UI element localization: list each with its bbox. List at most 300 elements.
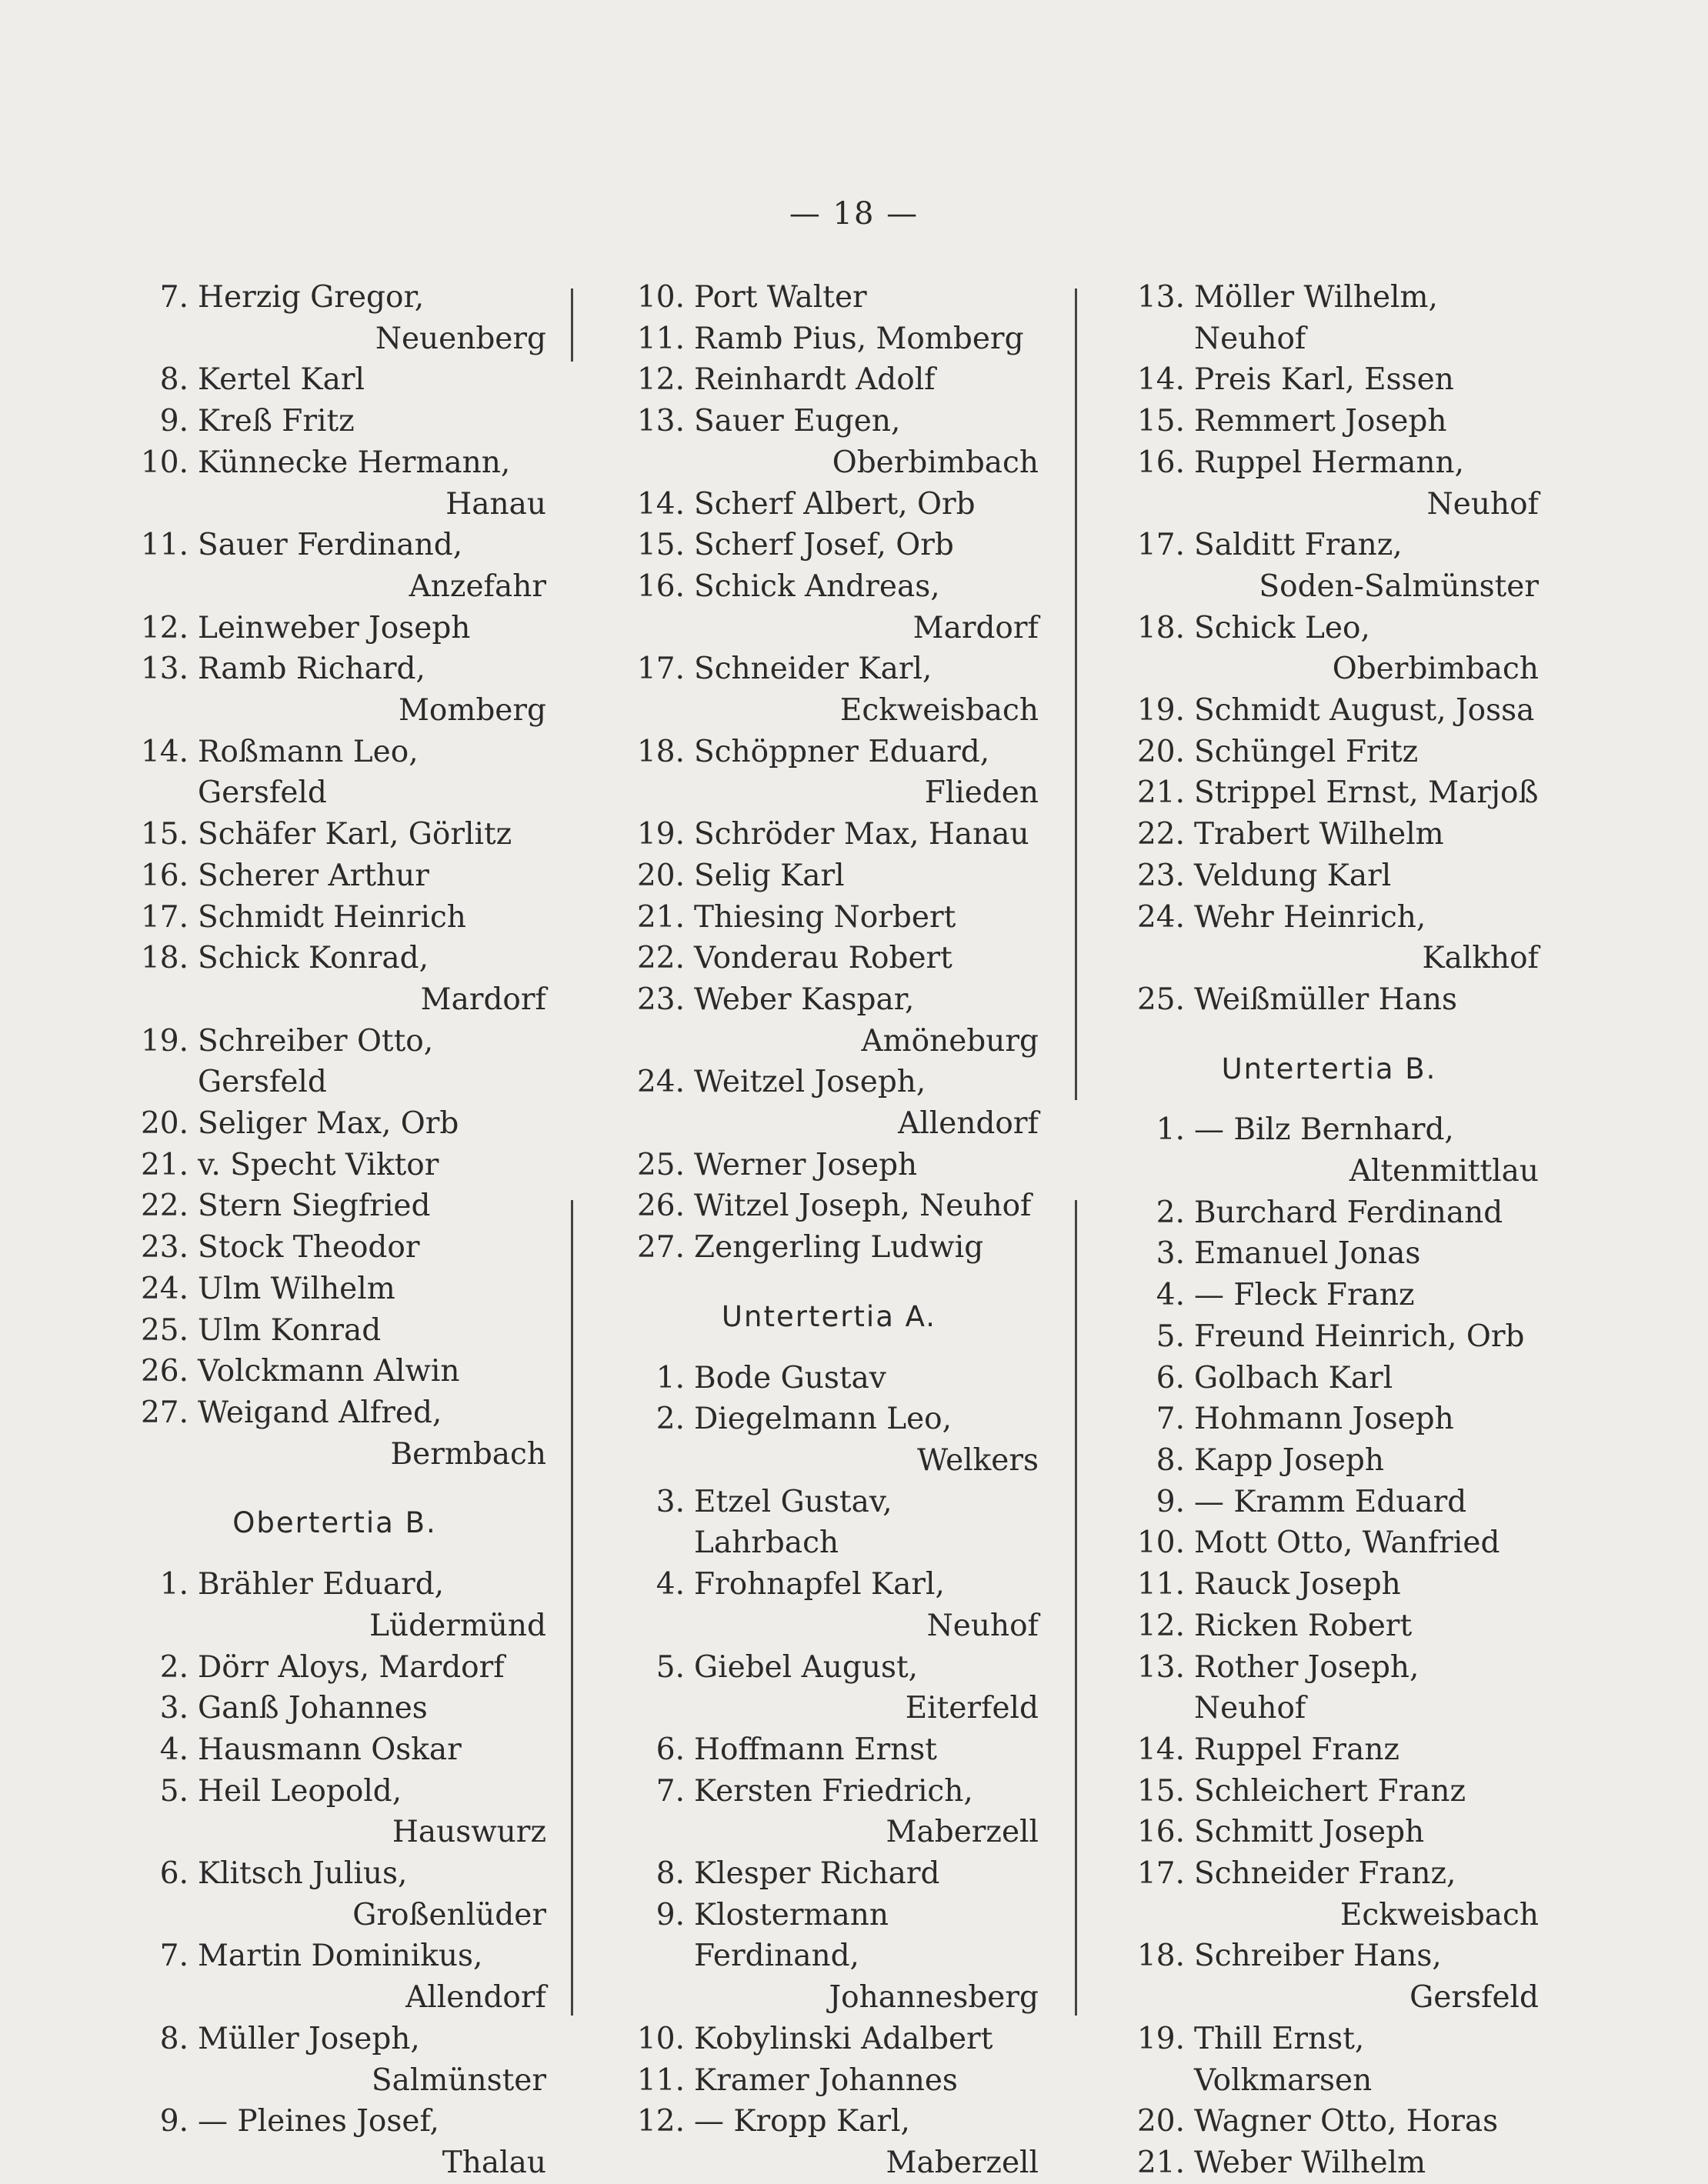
- student-name: Roßmann Leo, Gersfeld: [198, 734, 419, 811]
- student-name: Thiesing Norbert: [694, 899, 956, 935]
- entry-number: 21.: [1136, 775, 1185, 811]
- entry-body: [694, 1185, 1039, 1227]
- student-entry: [619, 938, 1039, 979]
- entry-body: [694, 318, 1039, 360]
- entry-number: 7.: [656, 1773, 685, 1809]
- entry-number: 5.: [159, 1773, 188, 1809]
- entry-number: 2.: [159, 1649, 188, 1685]
- student-name: — Bilz Bernhard,: [1194, 1112, 1454, 1148]
- entry-number: 9.: [159, 2104, 188, 2139]
- student-entry: [619, 897, 1039, 939]
- student-name: Ulm Wilhelm: [198, 1271, 395, 1306]
- entry-body: [694, 1771, 1039, 1853]
- student-entry: [1119, 1482, 1539, 1523]
- entry-number: 20.: [140, 1106, 188, 1142]
- entry-body: [198, 649, 546, 731]
- entry-body: [198, 1688, 546, 1729]
- student-name: Port Walter: [694, 280, 867, 315]
- student-name: Stern Siegfried: [198, 1189, 431, 1224]
- student-entry: [123, 2019, 546, 2101]
- student-entry: [619, 732, 1039, 814]
- entry-body: [198, 2101, 546, 2183]
- entry-body: [694, 401, 1039, 483]
- student-name: Schüngel Fritz: [1194, 734, 1419, 769]
- entry-number: 19.: [1136, 693, 1185, 729]
- student-entry: [619, 2060, 1039, 2102]
- entry-number: 18.: [636, 734, 685, 769]
- entry-body: [1194, 401, 1539, 442]
- entry-number: 8.: [1156, 1442, 1185, 1478]
- entry-body: [694, 1399, 1039, 1481]
- entry-body: [198, 359, 546, 401]
- student-entry: [1119, 690, 1539, 732]
- student-place: Allendorf: [405, 1980, 546, 2016]
- student-entry: [123, 1269, 546, 1310]
- student-name: Scherer Arthur: [198, 858, 429, 893]
- entry-number: 15.: [1136, 404, 1185, 439]
- student-name: Hohmann Joseph: [1194, 1402, 1454, 1437]
- entry-number: 10.: [636, 280, 685, 315]
- student-name: Zengerling Ludwig: [694, 1230, 984, 1265]
- entry-body: [1194, 1522, 1539, 1564]
- entry-body: [1194, 359, 1539, 401]
- entry-body: [198, 1351, 546, 1392]
- student-place: Flieden: [924, 775, 1039, 811]
- entry-body: [1194, 442, 1539, 525]
- student-name: Weißmüller Hans: [1194, 982, 1458, 1017]
- entry-number: 1.: [656, 1360, 685, 1395]
- student-name: Salditt Franz,: [1194, 528, 1403, 563]
- student-entry: [619, 979, 1039, 1062]
- student-name: Dörr Aloys, Mardorf: [198, 1649, 505, 1685]
- entry-number: 22.: [636, 941, 685, 976]
- column-rule-left: [571, 288, 573, 362]
- student-entry: [1119, 1771, 1539, 1812]
- entry-body: [198, 525, 546, 607]
- student-name: Ruppel Hermann,: [1194, 445, 1464, 480]
- student-name: Kertel Karl: [198, 362, 365, 398]
- entry-body: [1194, 1936, 1539, 2018]
- student-name: Heil Leopold,: [198, 1773, 402, 1809]
- student-entry: [123, 1936, 546, 2018]
- student-name: Kobylinski Adalbert: [694, 2021, 993, 2056]
- student-name: Rauck Joseph: [1194, 1567, 1401, 1602]
- entry-number: 10.: [1136, 1525, 1185, 1561]
- entry-number: 22.: [140, 1189, 188, 1224]
- entry-number: 24.: [636, 1065, 685, 1100]
- entry-number: 6.: [1156, 1360, 1185, 1395]
- entry-body: [694, 1895, 1039, 2019]
- entry-number: 8.: [656, 1856, 685, 1892]
- entry-body: [1194, 1440, 1539, 1482]
- student-name: Reinhardt Adolf: [694, 362, 936, 398]
- entry-number: 11.: [1136, 1567, 1185, 1602]
- entry-number: 11.: [636, 321, 685, 356]
- student-name: v. Specht Viktor: [198, 1147, 439, 1182]
- entry-number: 16.: [140, 858, 188, 893]
- student-place: Soden-Salmünster: [1259, 569, 1539, 604]
- student-name: Schneider Karl,: [694, 652, 932, 687]
- entry-body: [198, 2019, 546, 2101]
- page-number: — 18 —: [789, 196, 919, 232]
- student-entry: [123, 1021, 546, 1103]
- entry-number: 21.: [1136, 2145, 1185, 2180]
- student-entry: [123, 1185, 546, 1227]
- student-entry: [123, 1853, 546, 1936]
- column-3: [1119, 277, 1539, 2184]
- entry-body: [1194, 2101, 1539, 2142]
- entry-number: 2.: [656, 1402, 685, 1437]
- student-entry: [123, 1392, 546, 1475]
- entry-body: [694, 2101, 1039, 2183]
- entry-number: 12.: [1136, 1608, 1185, 1643]
- student-entry: [619, 525, 1039, 566]
- entry-number: 3.: [159, 1691, 188, 1726]
- entry-body: [198, 1185, 546, 1227]
- entry-number: 2.: [1156, 1195, 1185, 1230]
- column-rule-right: [1075, 288, 1077, 1100]
- student-entry: [123, 732, 546, 814]
- entry-number: 24.: [140, 1271, 188, 1306]
- entry-body: [198, 608, 546, 649]
- entry-number: 12.: [140, 610, 188, 645]
- student-entry: [619, 1564, 1039, 1646]
- entry-body: [1194, 1192, 1539, 1234]
- entry-number: 8.: [159, 2021, 188, 2056]
- student-place: Bermbach: [390, 1436, 546, 1472]
- student-entry: [123, 1227, 546, 1269]
- student-entry: [123, 1688, 546, 1729]
- student-name: Sauer Ferdinand,: [198, 528, 463, 563]
- student-entry: [123, 1771, 546, 1853]
- entry-number: 13.: [1136, 1649, 1185, 1685]
- student-entry: [1119, 2019, 1539, 2101]
- student-name: Schmidt August, Jossa: [1194, 693, 1535, 729]
- student-entry: [619, 318, 1039, 360]
- student-name: — Kramm Eduard: [1194, 1484, 1467, 1519]
- student-entry: [619, 1227, 1039, 1269]
- student-name: Seliger Max, Orb: [198, 1106, 459, 1142]
- student-name: Weber Wilhelm: [1194, 2145, 1426, 2180]
- student-place: Thalau: [442, 2145, 546, 2180]
- student-entry: [619, 855, 1039, 897]
- student-entry: [123, 277, 546, 359]
- entry-body: [1194, 855, 1539, 897]
- student-name: Frohnapfel Karl,: [694, 1567, 945, 1602]
- student-place: Oberbimbach: [1332, 652, 1539, 687]
- entry-number: 4.: [159, 1732, 188, 1767]
- student-name: Schleichert Franz: [1194, 1773, 1466, 1809]
- entry-body: [694, 566, 1039, 649]
- column-rule-left: [571, 1200, 573, 2016]
- student-name: Trabert Wilhelm: [1194, 817, 1444, 852]
- entry-body: [198, 1564, 546, 1646]
- student-name: Mott Otto, Wanfried: [1194, 1525, 1500, 1561]
- student-name: Stock Theodor: [198, 1230, 420, 1265]
- entry-number: 4.: [656, 1567, 685, 1602]
- entry-number: 3.: [1156, 1236, 1185, 1272]
- student-entry: [123, 897, 546, 939]
- entry-body: [1194, 814, 1539, 855]
- entry-number: 17.: [636, 652, 685, 687]
- student-place: Maberzell: [886, 2145, 1039, 2180]
- student-name: Schick Konrad,: [198, 941, 429, 976]
- student-name: Etzel Gustav, Lahrbach: [694, 1484, 892, 1561]
- student-place: Neuhof: [1426, 486, 1539, 522]
- entry-number: 10.: [636, 2021, 685, 2056]
- student-entry: [123, 855, 546, 897]
- student-place: Amöneburg: [861, 1023, 1039, 1059]
- entry-number: 22.: [1136, 817, 1185, 852]
- entry-body: [694, 1853, 1039, 1895]
- student-entry: [1119, 608, 1539, 690]
- entry-number: 18.: [140, 941, 188, 976]
- student-entry: [1119, 2142, 1539, 2184]
- student-name: Rother Joseph, Neuhof: [1194, 1649, 1419, 1726]
- student-name: Burchard Ferdinand: [1194, 1195, 1503, 1230]
- entry-body: [694, 359, 1039, 401]
- student-name: Leinweber Joseph: [198, 610, 471, 645]
- entry-number: 25.: [1136, 982, 1185, 1017]
- entry-number: 17.: [140, 899, 188, 935]
- student-name: Weigand Alfred,: [198, 1395, 442, 1430]
- entry-body: [694, 814, 1039, 855]
- student-entry: [1119, 1647, 1539, 1729]
- student-entry: [123, 525, 546, 607]
- student-name: Schick Leo,: [1194, 610, 1370, 645]
- student-entry: [619, 1729, 1039, 1771]
- entry-body: [1194, 1275, 1539, 1316]
- entry-number: 1.: [159, 1567, 188, 1602]
- student-entry: [1119, 1358, 1539, 1399]
- student-entry: [1119, 1812, 1539, 1853]
- student-name: Klostermann Ferdinand,: [694, 1897, 889, 1974]
- entry-body: [694, 1729, 1039, 1771]
- entry-body: [198, 814, 546, 855]
- entry-number: 20.: [636, 858, 685, 893]
- class-heading: Untertertia A.: [721, 1299, 937, 1333]
- entry-body: [694, 1482, 1039, 1564]
- student-place: Lüdermünd: [369, 1608, 546, 1643]
- entry-number: 7.: [159, 1939, 188, 1974]
- student-name: Bode Gustav: [694, 1360, 886, 1395]
- student-entry: [1119, 401, 1539, 442]
- student-entry: [123, 1310, 546, 1352]
- student-name: — Pleines Josef,: [198, 2104, 439, 2139]
- entry-number: 13.: [1136, 280, 1185, 315]
- student-name: Diegelmann Leo,: [694, 1402, 952, 1437]
- class-heading: Untertertia B.: [1221, 1052, 1437, 1085]
- student-entry: [619, 649, 1039, 731]
- student-entry: [123, 1351, 546, 1392]
- student-place: Kalkhof: [1422, 941, 1539, 976]
- entry-number: 5.: [1156, 1319, 1185, 1354]
- student-name: Wagner Otto, Horas: [1194, 2104, 1499, 2139]
- student-name: Ramb Richard,: [198, 652, 425, 687]
- student-place: Mardorf: [912, 610, 1039, 645]
- entry-body: [694, 1647, 1039, 1729]
- student-name: Kreß Fritz: [198, 404, 355, 439]
- student-name: Thill Ernst, Volkmarsen: [1194, 2021, 1373, 2098]
- entry-number: 24.: [1136, 899, 1185, 935]
- student-entry: [123, 2101, 546, 2183]
- entry-body: [1194, 277, 1539, 359]
- student-place: Momberg: [398, 693, 546, 729]
- student-name: Emanuel Jonas: [1194, 1236, 1421, 1272]
- entry-body: [1194, 1853, 1539, 1936]
- student-name: Witzel Joseph, Neuhof: [694, 1189, 1032, 1224]
- student-entry: [123, 938, 546, 1020]
- entry-body: [1194, 1316, 1539, 1358]
- student-name: Herzig Gregor,: [198, 280, 425, 315]
- student-name: Ricken Robert: [1194, 1608, 1413, 1643]
- entry-number: 15.: [1136, 1773, 1185, 1809]
- student-name: Weitzel Joseph,: [694, 1065, 926, 1100]
- student-entry: [123, 608, 546, 649]
- entry-number: 14.: [636, 486, 685, 522]
- entry-number: 3.: [656, 1484, 685, 1519]
- entry-body: [198, 938, 546, 1020]
- entry-number: 26.: [140, 1354, 188, 1389]
- student-name: Schneider Franz,: [1194, 1856, 1456, 1892]
- entry-body: [198, 897, 546, 939]
- entry-body: [694, 1145, 1039, 1186]
- student-entry: [1119, 1440, 1539, 1482]
- student-place: Altenmittlau: [1349, 1154, 1539, 1189]
- class-heading: Obertertia B.: [232, 1506, 437, 1540]
- entry-body: [1194, 1233, 1539, 1275]
- student-entry: [619, 1062, 1039, 1144]
- entry-body: [1194, 772, 1539, 814]
- entry-body: [1194, 1605, 1539, 1647]
- entry-body: [694, 1227, 1039, 1269]
- entry-body: [1194, 1564, 1539, 1605]
- entry-body: [198, 1310, 546, 1352]
- student-name: Müller Joseph,: [198, 2021, 420, 2056]
- entry-body: [1194, 1729, 1539, 1771]
- student-name: Freund Heinrich, Orb: [1194, 1319, 1525, 1354]
- entry-body: [694, 525, 1039, 566]
- entry-number: 19.: [636, 817, 685, 852]
- entry-body: [198, 401, 546, 442]
- student-entry: [619, 1895, 1039, 2019]
- entry-number: 20.: [1136, 2104, 1185, 2139]
- entry-body: [198, 1729, 546, 1771]
- student-entry: [619, 1482, 1039, 1564]
- student-name: — Kropp Karl,: [694, 2104, 910, 2139]
- entry-body: [694, 277, 1039, 318]
- student-entry: [123, 359, 546, 401]
- entry-body: [198, 1392, 546, 1475]
- student-entry: [1119, 1605, 1539, 1647]
- student-name: Schmidt Heinrich: [198, 899, 466, 935]
- entry-number: 9.: [1156, 1484, 1185, 1519]
- entry-number: 18.: [1136, 610, 1185, 645]
- student-name: Klesper Richard: [694, 1856, 940, 1892]
- student-entry: [123, 814, 546, 855]
- student-entry: [619, 2101, 1039, 2183]
- student-place: Salmünster: [371, 2062, 546, 2098]
- student-entry: [619, 1145, 1039, 1186]
- entry-number: 23.: [140, 1230, 188, 1265]
- student-entry: [123, 1145, 546, 1186]
- entry-body: [694, 1564, 1039, 1646]
- entry-number: 27.: [140, 1395, 188, 1430]
- entry-body: [198, 732, 546, 814]
- entry-number: 13.: [140, 652, 188, 687]
- entry-number: 16.: [1136, 1815, 1185, 1850]
- student-place: Großenlüder: [352, 1897, 546, 1932]
- column-2: [619, 277, 1039, 2184]
- entry-number: 7.: [159, 280, 188, 315]
- entry-body: [1194, 1109, 1539, 1192]
- student-name: Schick Andreas,: [694, 569, 940, 604]
- student-place: Oberbimbach: [832, 445, 1039, 480]
- entry-body: [198, 1647, 546, 1689]
- student-entry: [619, 484, 1039, 525]
- entry-number: 17.: [1136, 528, 1185, 563]
- student-name: Klitsch Julius,: [198, 1856, 408, 1892]
- student-place: Gersfeld: [1409, 1980, 1539, 2016]
- student-place: Eckweisbach: [839, 693, 1039, 729]
- student-entry: [1119, 1564, 1539, 1605]
- student-name: Scherf Josef, Orb: [694, 528, 954, 563]
- student-entry: [1119, 979, 1539, 1021]
- entry-body: [694, 1062, 1039, 1144]
- entry-body: [198, 1269, 546, 1310]
- student-name: Schreiber Otto, Gersfeld: [198, 1023, 434, 1100]
- student-entry: [619, 1399, 1039, 1481]
- student-place: Neuhof: [926, 1608, 1039, 1643]
- column-1: [123, 277, 546, 2184]
- student-name: Scherf Albert, Orb: [694, 486, 976, 522]
- entry-number: 1.: [1156, 1112, 1185, 1148]
- student-name: Ruppel Franz: [1194, 1732, 1399, 1767]
- column-rule-right: [1075, 1200, 1077, 2016]
- entry-body: [198, 1103, 546, 1145]
- entry-number: 13.: [636, 404, 685, 439]
- student-entry: [1119, 1316, 1539, 1358]
- entry-body: [694, 732, 1039, 814]
- entry-body: [1194, 1358, 1539, 1399]
- entry-number: 9.: [656, 1897, 685, 1932]
- student-entry: [1119, 1109, 1539, 1192]
- student-name: Kersten Friedrich,: [694, 1773, 973, 1809]
- student-place: Maberzell: [886, 1815, 1039, 1850]
- student-name: — Fleck Franz: [1194, 1278, 1415, 1313]
- student-place: Welkers: [917, 1442, 1039, 1478]
- entry-body: [1194, 732, 1539, 773]
- entry-body: [198, 1936, 546, 2018]
- student-entry: [1119, 1729, 1539, 1771]
- entry-body: [198, 442, 546, 525]
- entry-body: [1194, 897, 1539, 979]
- student-place: Johannesberg: [829, 1980, 1039, 2016]
- entry-number: 10.: [140, 445, 188, 480]
- entry-number: 15.: [636, 528, 685, 563]
- student-name: Strippel Ernst, Marjoß: [1194, 775, 1539, 811]
- student-entry: [1119, 814, 1539, 855]
- student-entry: [1119, 1399, 1539, 1440]
- entry-number: 4.: [1156, 1278, 1185, 1313]
- entry-body: [694, 649, 1039, 731]
- entry-body: [694, 979, 1039, 1062]
- entry-number: 7.: [1156, 1402, 1185, 1437]
- student-entry: [619, 1185, 1039, 1227]
- entry-body: [1194, 1399, 1539, 1440]
- entry-number: 15.: [140, 817, 188, 852]
- student-name: Kramer Johannes: [694, 2062, 958, 2098]
